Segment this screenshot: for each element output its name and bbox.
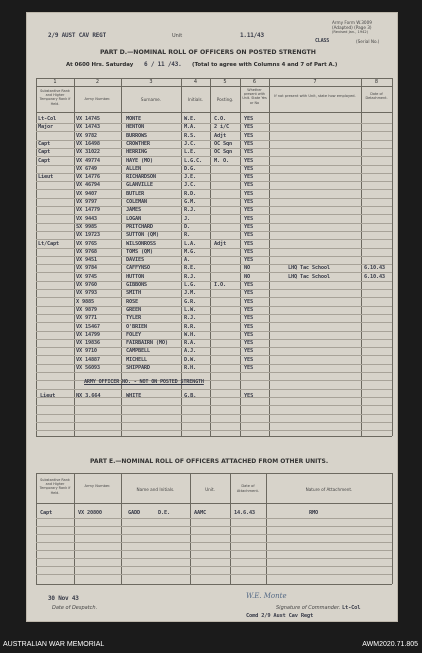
cell-rank: Lt/Capt: [38, 240, 59, 247]
cell-rank: Lieut: [38, 174, 53, 181]
cell-surname: BUTLER: [126, 190, 144, 197]
cell-surname: JAMES: [126, 207, 141, 214]
cell-present: YES: [244, 240, 253, 247]
col-header-army-number: Army Number.: [84, 97, 111, 101]
cell-present: YES: [244, 257, 253, 264]
cell-num: X 9885: [76, 298, 94, 305]
e-cell-date: 14.6.43: [234, 510, 255, 516]
cell-present: YES: [244, 232, 253, 239]
cell-present: YES: [244, 165, 253, 172]
cell-present: NO: [244, 265, 250, 272]
col-num-3: 3: [149, 79, 153, 85]
cell-rank: Capt: [38, 140, 50, 147]
cell-posting: OC Sqn: [214, 140, 232, 147]
e-cell-unit: AAMC: [194, 510, 206, 516]
time-line-date: 6 / 11 /43.: [144, 61, 182, 68]
e-cell-num: VX 20800: [78, 510, 102, 516]
cell-surname: BURROWS: [126, 132, 147, 139]
signature-label: Signature of Commander.: [276, 605, 341, 611]
cell-present: YES: [244, 149, 253, 156]
col-num-8: 8: [374, 79, 379, 85]
cell-num: VX 9443: [76, 215, 97, 222]
e-header-rank: Substantive Rank and Higher Temporary Rank if Held.: [39, 478, 71, 495]
row-rule: [36, 430, 392, 431]
cell-present: YES: [244, 323, 253, 330]
cell-initials: J.C.: [184, 182, 196, 189]
cell-initials: L.G.: [184, 282, 196, 288]
e-cell-initials: D.E.: [158, 510, 170, 516]
cell-initials: L.E.: [184, 149, 196, 156]
cell-initials: L.G.C.: [184, 157, 202, 164]
cell-num: VX 14779: [76, 207, 100, 214]
cell-surname: RICHARDSON: [126, 174, 156, 181]
cell-initials: A.: [184, 257, 190, 264]
row-rule: [36, 574, 392, 575]
cell-rank: Major: [38, 124, 53, 131]
cell-initials: R.A.: [184, 340, 196, 347]
part-e-title: PART E.—NOMINAL ROLL OF OFFICERS ATTACHED FROM OTHER UNITS.: [90, 458, 329, 465]
cell-present: YES: [244, 140, 253, 147]
unit-label: Unit: [172, 33, 183, 39]
cell-present: YES: [244, 365, 253, 371]
cell-rank: Capt: [38, 157, 50, 164]
cell-num: VX 9879: [76, 306, 97, 313]
cell-posting: Adjt: [214, 240, 226, 247]
cell-surname: MICHELL: [126, 356, 147, 363]
cell-surname: COLEMAN: [126, 199, 147, 205]
row-rule: [36, 526, 392, 527]
e-header-unit: Unit.: [205, 487, 215, 492]
cell-initials: R.D.: [184, 190, 196, 197]
cell-present: YES: [244, 174, 253, 181]
cell-surname: HENTON: [126, 124, 144, 131]
form-ref-1: Army Form W.3009: [332, 20, 372, 25]
cell-rank: Lt-Col: [38, 116, 56, 122]
cell-surname: CROWTHER: [126, 140, 150, 147]
note-surname: WHITE: [126, 393, 142, 399]
cell-surname: WILSONROSS: [126, 240, 156, 247]
cell-present: YES: [244, 290, 253, 297]
cell-surname: SMITH: [126, 290, 141, 297]
row-rule: [36, 414, 392, 415]
document-page: [26, 12, 398, 622]
cell-surname: PRITCHARD: [126, 223, 153, 230]
cell-num: VX 56093: [76, 365, 100, 371]
col-num-5: 5: [223, 79, 227, 85]
note-present: YES: [244, 393, 254, 399]
cell-num: VX 31022: [76, 149, 100, 156]
note-rank: Lieut: [40, 393, 56, 399]
cell-present: YES: [244, 157, 253, 164]
cell-employ: LHQ Tac School: [288, 265, 330, 272]
time-line-prefix: At 0600 Hrs. Saturday: [66, 62, 134, 68]
cell-num: VX 14799: [76, 331, 100, 338]
cell-present: YES: [244, 306, 253, 313]
row-rule: [36, 405, 392, 406]
e-header-name: Name and Initials.: [136, 487, 175, 492]
cell-num: VX 19836: [76, 340, 100, 347]
col-header-surname: Surname.: [140, 97, 162, 102]
cell-num: VX 16498: [76, 140, 100, 147]
col-num-4: 4: [193, 79, 198, 85]
row-rule: [36, 534, 392, 535]
cell-initials: L.W.: [184, 306, 196, 313]
cell-present: YES: [244, 215, 253, 222]
cell-employ: LHQ Tac School: [288, 273, 330, 280]
cell-num: VX 46794: [76, 182, 100, 189]
cell-present: YES: [244, 356, 253, 363]
commander-signature: W.E. Monte: [246, 592, 287, 600]
cell-present: NO: [244, 273, 250, 280]
cell-initials: G.M.: [184, 199, 196, 205]
row-rule: [36, 550, 392, 551]
e-header-date: Date of Attachment.: [236, 484, 260, 493]
row-rule: [36, 389, 392, 390]
cell-initials: J.: [184, 215, 190, 222]
cell-surname: HERRING: [126, 149, 147, 156]
col-header-posting: Posting.: [216, 97, 234, 102]
cell-present: YES: [244, 124, 253, 131]
caption-left: AUSTRALIAN WAR MEMORIAL: [3, 641, 105, 648]
cell-initials: G.R.: [184, 298, 196, 305]
cell-present: YES: [244, 116, 253, 122]
e-cell-name: GADD: [128, 510, 140, 516]
cell-num: VX 6749: [76, 165, 97, 172]
note-army-number: NX 3.664: [76, 393, 101, 399]
cell-num: VX 9710: [76, 348, 97, 355]
cell-present: YES: [244, 315, 253, 322]
cell-num: VX 9797: [76, 199, 97, 205]
cell-surname: ROSE: [126, 298, 138, 305]
cell-posting: I.O.: [214, 282, 226, 288]
cell-initials: R.J.: [184, 315, 196, 322]
date-value: 1.11/43: [240, 32, 264, 39]
cell-posting: 2 i/C: [214, 124, 229, 131]
cell-initials: W.E.: [184, 116, 196, 122]
cell-posting: M. O.: [214, 157, 229, 164]
cell-initials: J.C.: [184, 140, 196, 147]
despatch-date: 30 Nov 43: [48, 595, 79, 602]
col-header-initials: Initials.: [187, 97, 204, 102]
col-header-employ: If not present with Unit, state how employed.: [274, 94, 356, 98]
cell-surname: HAYE (MO): [126, 157, 153, 164]
cell-initials: J.M.: [184, 290, 196, 297]
cell-surname: SUTTON (QM): [126, 232, 159, 239]
cell-rank: Capt: [38, 149, 50, 156]
cell-initials: D.W.: [184, 356, 196, 363]
cell-surname: SHIPPARD: [126, 365, 150, 371]
cell-num: SX 9985: [76, 223, 97, 230]
cell-surname: GREEN: [126, 306, 141, 313]
class-value: CLASS: [315, 38, 330, 44]
cell-surname: CAMPBELL: [126, 348, 150, 355]
cell-present: YES: [244, 190, 253, 197]
cell-surname: GIBBONS: [126, 282, 147, 288]
cell-initials: R.: [184, 232, 190, 239]
cell-present: YES: [244, 223, 253, 230]
cell-surname: TYLER: [126, 315, 141, 322]
cell-num: VX 14887: [76, 356, 100, 363]
cell-num: VX 9745: [76, 273, 97, 280]
cell-surname: FOLEY: [126, 331, 141, 338]
cell-present: YES: [244, 282, 253, 288]
cell-surname: TOMS (QM): [126, 248, 153, 255]
row-rule: [36, 558, 392, 559]
cell-initials: M.A.: [184, 124, 196, 131]
cell-num: VX 19723: [76, 232, 100, 239]
cell-surname: LOGAN: [126, 215, 141, 222]
col-num-6: 6: [252, 79, 257, 85]
caption-bar: [0, 638, 422, 653]
cell-surname: ALLEN: [126, 165, 141, 172]
signed-rank: Lt-Col: [342, 605, 361, 611]
cell-initials: R.H.: [184, 365, 196, 371]
col-header-present: Whether present with Unit. State Yes or No: [242, 88, 267, 105]
cell-surname: MONTE: [126, 116, 141, 122]
col-num-1: 1: [53, 79, 57, 85]
cell-present: YES: [244, 331, 253, 338]
cell-initials: R.J.: [184, 207, 196, 214]
col-num-2: 2: [95, 79, 100, 85]
row-rule: [36, 566, 392, 567]
cell-present: YES: [244, 132, 253, 139]
caption-right: AWM2020.71.805: [362, 641, 418, 648]
cell-num: VX 9768: [76, 248, 97, 255]
e-header-nature: Nature of Attachment.: [305, 487, 353, 492]
e-cell-nature: RMO: [309, 510, 318, 516]
cell-present: YES: [244, 348, 253, 355]
cell-initials: R.S.: [184, 132, 196, 139]
cell-num: VX 49774: [76, 157, 100, 164]
cell-initials: M.G.: [184, 248, 196, 255]
cell-present: YES: [244, 207, 253, 214]
cell-surname: O'BRIEN: [126, 323, 147, 330]
cell-initials: J.E.: [184, 174, 196, 181]
cell-num: VX 14743: [76, 124, 100, 131]
cell-posting: Adjt: [214, 132, 226, 139]
row-rule: [36, 372, 392, 373]
cell-initials: D.G.: [184, 165, 196, 172]
cell-present: YES: [244, 248, 253, 255]
cell-num: VX 9784: [76, 265, 97, 272]
cell-initials: R.J.: [184, 273, 196, 280]
cell-initials: W.H.: [184, 331, 196, 338]
serial-label: (Serial No.): [356, 39, 380, 44]
row-rule: [36, 542, 392, 543]
cell-surname: HUTTON: [126, 273, 144, 280]
cell-num: VX 14776: [76, 174, 100, 181]
time-line-suffix: (Total to agree with Columns 4 and 7 of Part A.): [192, 62, 338, 68]
col-header-rank: Substantive Rank and Higher Temporary Rank if Held.: [39, 89, 71, 106]
cell-initials: L.A.: [184, 240, 196, 247]
note-line: ARMY OFFICER NO. - NOT ON POSTED STRENGTH: [84, 379, 204, 385]
note-initials: G.B.: [184, 393, 197, 399]
form-ref-2: (Adapted) (Page 3): [332, 25, 372, 30]
cell-date: 6.10.43: [364, 273, 385, 280]
cell-posting: C.O.: [214, 116, 226, 122]
cell-num: VX 9760: [76, 282, 97, 288]
row-rule: [36, 518, 392, 519]
cell-posting: OC Sqn: [214, 149, 232, 156]
cell-surname: DAVIES: [126, 257, 144, 264]
cell-surname: CAFFYNSO: [126, 265, 150, 272]
cell-initials: R.E.: [184, 265, 196, 272]
cell-num: VX 9451: [76, 257, 97, 264]
despatch-label: Date of Despatch.: [52, 605, 98, 611]
cell-date: 6.10.43: [364, 265, 385, 272]
signed-unit: Comd 2/9 Aust Cav Regt: [246, 613, 313, 619]
e-cell-rank: Capt: [40, 510, 52, 516]
col-num-7: 7: [313, 79, 317, 85]
cell-initials: R.R.: [184, 323, 196, 330]
e-header-army-number: Army Number.: [84, 484, 111, 488]
cell-initials: A.J.: [184, 348, 196, 355]
row-rule: [36, 422, 392, 423]
cell-surname: GLANVILLE: [126, 182, 153, 189]
cell-initials: D.: [184, 223, 190, 230]
cell-present: YES: [244, 298, 253, 305]
part-d-title: PART D.—NOMINAL ROLL OF OFFICERS ON POSTED STRENGTH: [100, 49, 316, 56]
cell-num: VX 9782: [76, 132, 97, 139]
cell-present: YES: [244, 340, 253, 347]
cell-num: VX 14745: [76, 116, 100, 122]
cell-surname: FAIRBAIRN (MO): [126, 340, 168, 347]
cell-present: YES: [244, 182, 253, 189]
form-ref-3: (Revised Jan., 1942): [332, 30, 369, 34]
cell-present: YES: [244, 199, 253, 205]
cell-num: VX 9793: [76, 290, 97, 297]
cell-num: VX 9407: [76, 190, 97, 197]
cell-num: VX 9771: [76, 315, 97, 322]
cell-num: VX 9765: [76, 240, 97, 247]
cell-num: VX 15467: [76, 323, 100, 330]
col-header-detachment: Date of Detachment.: [365, 92, 388, 101]
unit-value: 2/9 AUST CAV REGT: [48, 32, 107, 39]
